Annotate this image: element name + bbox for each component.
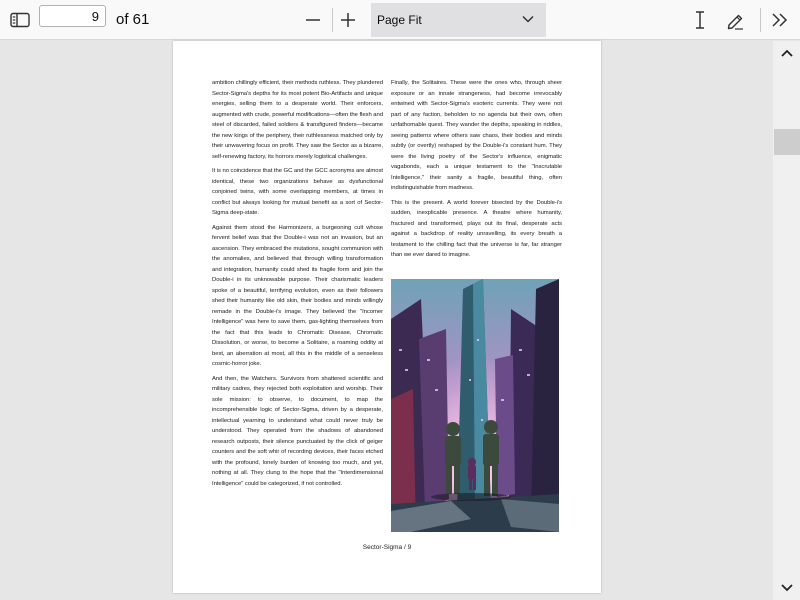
minus-icon <box>305 12 321 28</box>
zoom-select[interactable] <box>371 3 546 37</box>
zoom-selected-value: Page Fit <box>377 13 422 27</box>
plus-icon <box>340 12 356 28</box>
paragraph: And then, the Watchers. Survivors from shattered scientific and military cadres, they rejected both exploitation and worship. Their sole mission: to observe, to document, to map the incomprehensible logic of Sector-Sigma, driven by a desperate, intellectual yearning to understand what could never truly be understood. They operated from the shadows of abandoned research outposts, their silence punctuated by the click of geiger counters and the soft whir of recording devices, their faces etched with the profound, lonely burden of knowing too much, and yet, nothing at all. They clung to the hope that the "Interdimensional Intelligence" could be categorized, if not controlled. <box>212 375 383 487</box>
text-cursor-icon <box>693 10 707 30</box>
scroll-down-button[interactable] <box>773 576 800 600</box>
chevron-down-icon <box>522 13 534 25</box>
page-illustration <box>391 279 559 532</box>
tools-menu-button[interactable] <box>764 4 796 36</box>
draw-tool-button[interactable] <box>719 4 751 36</box>
sidebar-toggle-button[interactable] <box>4 4 36 36</box>
pencil-icon <box>725 10 745 30</box>
vertical-scrollbar[interactable] <box>773 41 800 600</box>
scroll-up-button[interactable] <box>773 41 800 65</box>
toolbar-divider <box>760 8 761 32</box>
scroll-up-arrow-icon <box>781 48 793 58</box>
page-count-label: of 61 <box>116 11 150 28</box>
paragraph: Against them stood the Harmonizers, a burgeoning cult whose fervent belief was that the Double-i was not an invasion, but an ascension. They embraced the mutations, sought communion with the anomalies, and believed that through willing transformation and integration, humanity could shed its fragile form and join the Double-i in its unknowable purpose. Their charismatic leaders spoke of a beautiful, terrifying evolution, even as their followers shed their humanity like old skin, their bodies and minds willingly remade in the Double-i's image. They believed the "Incomer Intelligence" was here to save them, gas-lighting themselves from the fact that this leads to Chromatic Disease, Chromatic Dissolution, or worse, to become a Solitaire, a roaming oddity at best, an aberration at most, all this in the middle of a senseless cosmic-horror joke. <box>212 224 383 367</box>
page-number-input[interactable] <box>39 5 106 27</box>
pdf-toolbar <box>0 0 800 40</box>
pdf-page <box>173 41 601 593</box>
sidebar-toggle-icon <box>10 12 30 28</box>
zoom-in-button[interactable] <box>332 4 364 36</box>
text-tool-button[interactable] <box>684 4 716 36</box>
double-chevron-right-icon <box>771 12 789 28</box>
zoom-out-button[interactable] <box>297 4 329 36</box>
page-footer: Sector-Sigma / 9 <box>362 544 412 551</box>
page-left-column <box>212 78 383 493</box>
page-right-column <box>391 78 562 265</box>
scroll-down-arrow-icon <box>781 583 793 593</box>
paragraph: ambition chillingly efficient, their methods ruthless. They plundered Sector-Sigma's depths for its most potent Bio-Artifacts and unique energies, selling them to a desperate world. Their enforcers, augmented with crude, powerful modifications—often the flesh and steel of discarded, failed soldiers & transfigured finders—became the new kings of the periphery, their ruthlessness matched only by their unwavering focus on profit. They saw the Sector as a bizarre, self-renewing factory, its horrors merely logistical challenges. <box>212 80 383 160</box>
paragraph: It is no coincidence that the GC and the GCC acronyms are almost identical, these two organizations behave as dysfunctional conjoined twins, with some overlapping members, at times in conflict but always looking for mutual benefit as a sort of Sector-Sigma deep-state. <box>212 168 383 216</box>
scroll-thumb[interactable] <box>774 129 800 155</box>
paragraph: This is the present. A world forever bisected by the Double-i's sudden, inexplicable presence. A theatre where humanity, fractured and transformed, plays out its final, desperate acts against a backdrop of reality unravelling, its every breath a testament to the chilling fact that the universe is far, far stranger than we ever dared to imagine. <box>391 199 562 258</box>
paragraph: Finally, the Solitaires. These were the ones who, through sheer exposure or an innate strangeness, had become irrevocably entwined with Sector-Sigma's esoteric currents. They were not part of any faction, beholden to no agenda but their own, often unfathomable quest. They wander the depths, speaking in riddles, seeing patterns where others saw chaos, their bodies and minds subtly (or overtly) reshaped by the Double-i's constant hum. They were the living poetry of the Sector's influence, enigmatic vagabonds, each a unique testament to the "Inscrutable Intelligence," their sanity a fragile, beautiful thing, often indistinguishable from madness. <box>391 80 562 191</box>
